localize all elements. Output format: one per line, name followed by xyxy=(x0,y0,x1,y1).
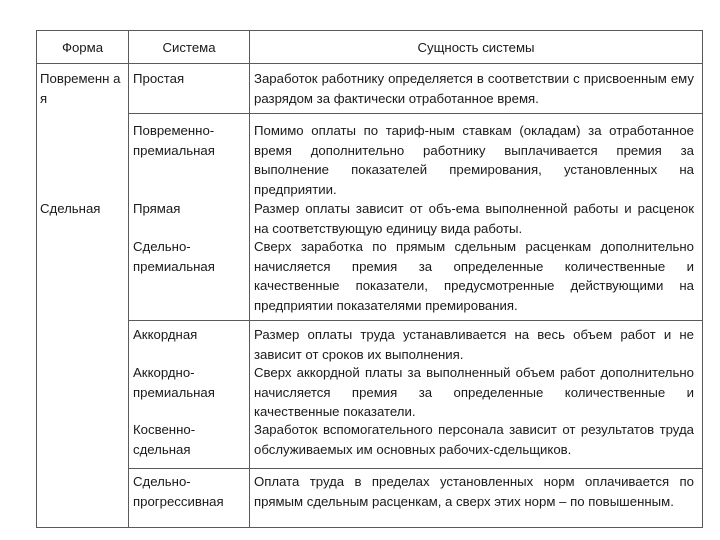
form-time-based: Повременн ая xyxy=(40,71,121,106)
form-piece-rate: Сдельная xyxy=(40,201,101,216)
essence-cell: Сверх заработка по прямым сдельным расценкам дополнительно начисляется премия за определенные количественные и качественные показатели, предусмотренные действующими на предприятии показателями премирования. xyxy=(254,239,694,313)
system-cell: Сдельно-прогрессивная xyxy=(133,474,224,509)
header-form: Форма xyxy=(61,40,104,55)
essence-cell: Заработок вспомогательного персонала зависит от результатов труда обслуживаемых им основных рабочих-сдельщиков. xyxy=(254,422,694,457)
essence-cell: Сверх аккордной платы за выполненный объем работ дополнительно начисляется премия за определенные количественные и качественные показатели. xyxy=(254,365,694,419)
essence-cell: Помимо оплаты по тариф-ным ставкам (окладам) за отработанное время дополнительно работнику выплачивается премия за выполнение показателей премирования, установленных на предприятии. xyxy=(254,123,694,197)
system-cell: Прямая xyxy=(133,201,181,216)
header-divider xyxy=(37,63,702,64)
system-cell: Аккордная xyxy=(133,327,198,342)
system-cell: Косвенно-сдельная xyxy=(133,422,196,457)
system-cell: Простая xyxy=(133,71,185,86)
row-divider xyxy=(128,320,702,321)
header-system: Система xyxy=(162,40,216,55)
essence-cell: Размер оплаты зависит от объ-ема выполненной работы и расценок на соответствующую единицу вида работы. xyxy=(254,201,694,236)
column-divider xyxy=(249,31,250,527)
header-essence: Сущность системы xyxy=(417,40,535,55)
system-cell: Повременно-премиальная xyxy=(133,123,215,158)
row-divider xyxy=(128,468,702,469)
system-cell: Аккордно-премиальная xyxy=(133,365,215,400)
row-divider xyxy=(128,113,702,114)
essence-cell: Заработок работнику определяется в соответствии с присвоенным ему разрядом за фактически отработанное время. xyxy=(254,71,694,106)
system-cell: Сдельно-премиальная xyxy=(133,239,215,274)
wage-systems-table xyxy=(36,30,703,528)
column-divider xyxy=(128,31,129,527)
essence-cell: Размер оплаты труда устанавливается на весь объем работ и не зависит от сроков их выполнения. xyxy=(254,327,694,362)
essence-cell: Оплата труда в пределах установленных норм оплачивается по прямым сдельным расценкам, а сверх этих норм – по повышенным. xyxy=(254,474,694,509)
